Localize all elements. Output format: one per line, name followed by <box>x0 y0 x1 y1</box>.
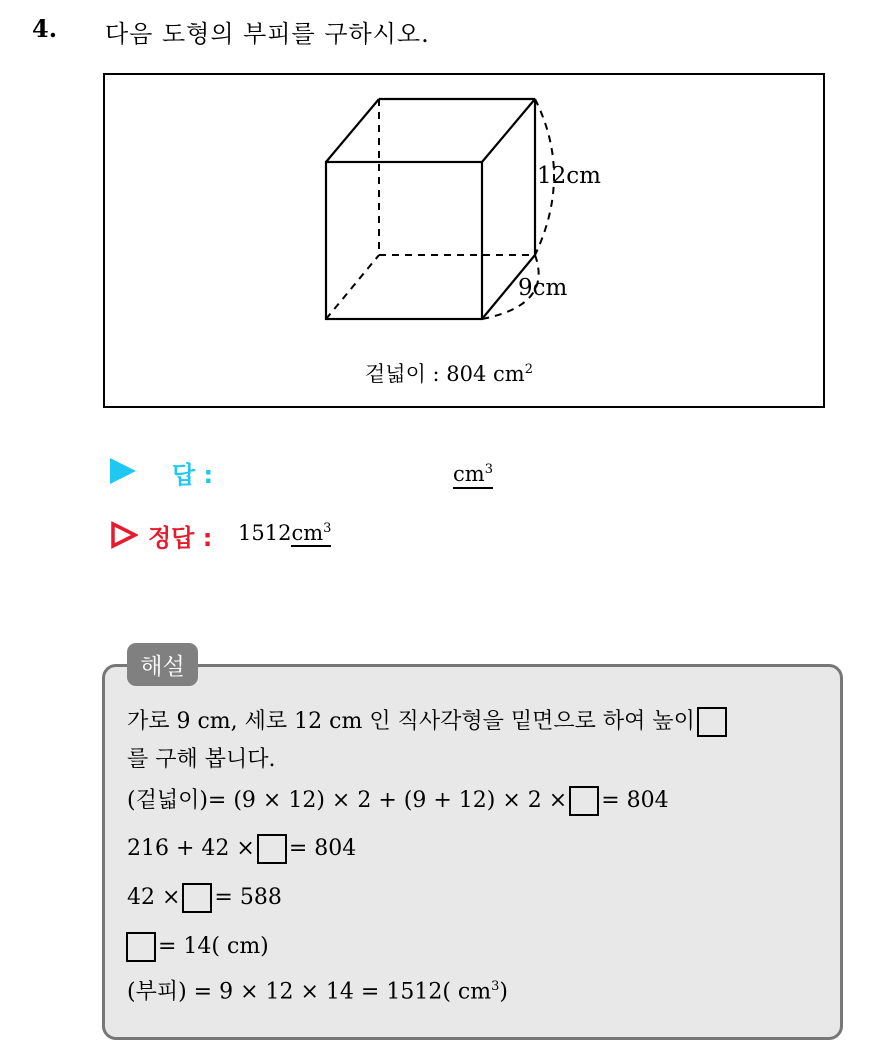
solution-line-2: 를 구해 봅니다. <box>127 747 276 772</box>
depth-label: 9cm <box>518 275 568 301</box>
play-triangle-icon <box>110 458 136 484</box>
solution-line-7: (부피) = 9 × 12 × 14 = 1512( $cm^3$) <box>127 979 508 1005</box>
correct-value: $1512cm^3$ <box>238 521 332 545</box>
correct-label: 정답 : <box>148 524 213 552</box>
question-number: 4. <box>32 14 58 43</box>
blank-box <box>257 834 287 864</box>
solution-line-6: = 14( cm) <box>124 932 269 962</box>
surface-area-label: 겉넓이 : 804 $cm^2$ <box>365 362 533 386</box>
solution-line-4: 216 + 42 × = 804 <box>127 834 356 864</box>
answer-blank[interactable]: $cm^3$ <box>453 457 493 489</box>
front-face <box>326 162 482 319</box>
answer-label: 답 : <box>172 461 214 489</box>
question-text: 다음 도형의 부피를 구하시오. <box>105 20 430 48</box>
blank-box <box>697 707 727 737</box>
correct-answer-row <box>110 518 610 554</box>
height-label: 12cm <box>537 163 601 189</box>
solution-tab: 해설 <box>127 643 198 686</box>
answer-row <box>110 455 610 491</box>
solution-line-3: (겉넓이)= (9 × 12) × 2 + (9 + 12) × 2 × = 804 <box>127 786 669 816</box>
solution-line-5: 42 × = 588 <box>127 883 282 913</box>
blank-box <box>569 786 599 816</box>
outline-triangle-icon <box>110 521 138 549</box>
solution-line-1: 가로 9 cm, 세로 12 cm 인 직사각형을 밑면으로 하여 높이 <box>127 707 729 737</box>
blank-box <box>126 932 156 962</box>
blank-box <box>182 883 212 913</box>
